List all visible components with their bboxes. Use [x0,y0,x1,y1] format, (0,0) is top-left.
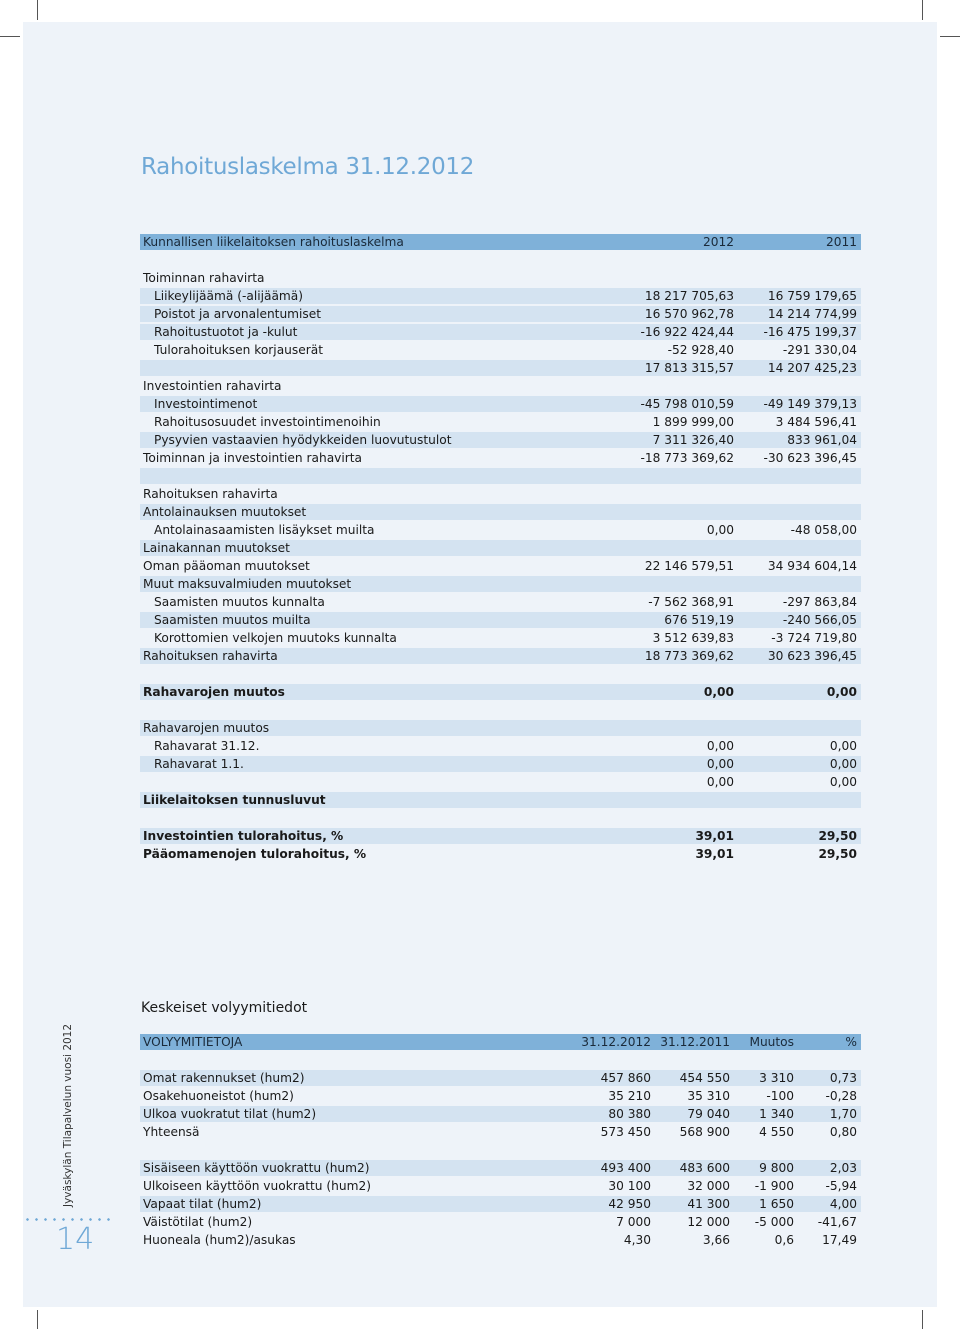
funding-row [140,288,861,304]
value-2011: 0,00 [829,757,857,771]
volume-row [140,1196,861,1212]
page-number: 14 [56,1222,95,1257]
row-label: Oman pääoman muutokset [143,559,310,573]
funding-row [140,396,861,412]
funding-row [140,774,861,790]
funding-row [140,468,861,484]
volume-row [140,1214,861,1230]
row-label: Toiminnan ja investointien rahavirta [143,451,363,465]
funding-row [140,594,861,610]
volume-header-col2: 31.12.2011 [660,1035,730,1049]
value-2011: 3,66 [702,1233,730,1247]
value-2011: 16 759 179,65 [767,289,857,303]
funding-row [140,540,861,556]
funding-row [140,378,861,394]
volume-section-title: Keskeiset volyymitiedot [141,1000,308,1016]
value-2012: 4,30 [623,1233,651,1247]
value-2011: 12 000 [687,1215,730,1229]
value-2012: 0,00 [706,523,734,537]
value-2012: 0,00 [703,685,734,699]
value-2011: 29,50 [818,829,857,843]
value-percent: 4,00 [829,1197,857,1211]
value-percent: -0,28 [825,1089,857,1103]
value-2012: 16 570 962,78 [644,307,734,321]
funding-row [140,720,861,736]
volume-row [140,1142,861,1158]
value-2012: 42 950 [608,1197,651,1211]
value-percent: 2,03 [829,1161,857,1175]
value-2012: 493 400 [600,1161,651,1175]
value-2011: 0,00 [829,775,857,789]
volume-row [140,1124,861,1140]
funding-row [140,576,861,592]
value-2012: 676 519,19 [664,613,734,627]
funding-row [140,810,861,826]
value-2012: -52 928,40 [667,343,734,357]
funding-row [140,450,861,466]
volume-header-col4: % [845,1035,857,1049]
row-label: Sisäiseen käyttöön vuokrattu (hum2) [143,1161,370,1175]
row-label: Muut maksuvalmiuden muutokset [143,577,352,591]
volume-row [140,1160,861,1176]
value-2011: 35 310 [687,1089,730,1103]
value-2012: -45 798 010,59 [640,397,734,411]
funding-row [140,612,861,628]
volume-header-col1: 31.12.2012 [581,1035,651,1049]
value-2012: 3 512 639,83 [652,631,734,645]
value-2011: -16 475 199,37 [763,325,857,339]
volume-table [140,1034,861,1250]
value-2012: 18 773 369,62 [644,649,734,663]
value-2012: 0,00 [706,739,734,753]
funding-row [140,270,861,286]
funding-row [140,666,861,682]
funding-row [140,306,861,322]
header-year-2012: 2012 [702,235,734,249]
value-change: 1 340 [759,1107,794,1121]
row-label: Saamisten muutos muilta [154,613,311,627]
page-title: Rahoituslaskelma 31.12.2012 [141,154,475,180]
value-change: 0,6 [774,1233,794,1247]
value-2012: -18 773 369,62 [640,451,734,465]
row-label: Lainakannan muutokset [143,541,290,555]
funding-row [140,702,861,718]
value-2012: 573 450 [600,1125,651,1139]
value-2011: -291 330,04 [782,343,857,357]
row-label: Liikelaitoksen tunnusluvut [143,793,326,807]
row-label: Investointien rahavirta [143,379,282,393]
row-label: Tulorahoituksen korjauserät [154,343,323,357]
row-label: Rahoitustuotot ja -kulut [154,325,298,339]
funding-row [140,324,861,340]
funding-row [140,756,861,772]
value-2011: -30 623 396,45 [763,451,857,465]
row-label: Ulkoa vuokratut tilat (hum2) [143,1107,317,1121]
funding-row [140,846,861,862]
value-2012: 0,00 [706,757,734,771]
value-percent: 0,80 [829,1125,857,1139]
value-change: -100 [766,1089,794,1103]
value-2011: 29,50 [818,847,857,861]
volume-row [140,1106,861,1122]
value-2011: 3 484 596,41 [775,415,857,429]
row-label: Rahavarat 1.1. [154,757,244,771]
row-label: Rahavarat 31.12. [154,739,260,753]
value-change: 3 310 [759,1071,794,1085]
header-year-2011: 2011 [825,235,857,249]
header-label: Kunnallisen liikelaitoksen rahoituslaskelma [143,235,404,249]
row-label: Rahoituksen rahavirta [143,487,278,501]
funding-row [140,360,861,376]
row-label: Yhteensä [143,1125,200,1139]
value-2011: -3 724 719,80 [771,631,857,645]
funding-row [140,738,861,754]
value-2011: -297 863,84 [782,595,857,609]
funding-table [140,234,861,864]
value-2011: -49 149 379,13 [763,397,857,411]
value-2012: 17 813 315,57 [644,361,734,375]
funding-row [140,504,861,520]
row-label: Väistötilat (hum2) [143,1215,253,1229]
value-2012: 0,00 [706,775,734,789]
value-2011: 14 214 774,99 [767,307,857,321]
funding-row [140,648,861,664]
value-2011: 833 961,04 [787,433,857,447]
row-label: Rahavarojen muutos [143,685,285,699]
value-2011: 483 600 [679,1161,730,1175]
value-change: -5 000 [754,1215,794,1229]
row-label: Rahoitusosuudet investointimenoihin [154,415,381,429]
row-label: Antolainauksen muutokset [143,505,307,519]
value-2012: 1 899 999,00 [652,415,734,429]
value-2012: 39,01 [695,847,734,861]
value-2012: 35 210 [608,1089,651,1103]
value-change: -1 900 [754,1179,794,1193]
row-label: Vapaat tilat (hum2) [143,1197,262,1211]
value-2011: 32 000 [687,1179,730,1193]
funding-row [140,630,861,646]
value-2012: 22 146 579,51 [644,559,734,573]
dotted-divider [23,1218,113,1221]
value-percent: 0,73 [829,1071,857,1085]
funding-row [140,828,861,844]
funding-row [140,792,861,808]
row-label: Investointien tulorahoitus, % [143,829,344,843]
row-label: Ulkoiseen käyttöön vuokrattu (hum2) [143,1179,371,1193]
value-change: 1 650 [759,1197,794,1211]
funding-row [140,684,861,700]
row-label: Saamisten muutos kunnalta [154,595,325,609]
value-2012: 30 100 [608,1179,651,1193]
row-label: Poistot ja arvonalentumiset [154,307,322,321]
row-label: Omat rakennukset (hum2) [143,1071,305,1085]
side-publication-text: Jyväskylän Tilapalvelun vuosi 2012 [62,1023,74,1207]
value-2011: 0,00 [826,685,857,699]
value-change: 4 550 [759,1125,794,1139]
row-label: Osakehuoneistot (hum2) [143,1089,294,1103]
row-label: Antolainasaamisten lisäykset muilta [154,523,375,537]
funding-row [140,558,861,574]
funding-row [140,432,861,448]
row-label: Rahavarojen muutos [143,721,270,735]
row-label: Investointimenot [154,397,258,411]
volume-header-col3: Muutos [749,1035,794,1049]
value-2011: 568 900 [679,1125,730,1139]
value-change: 9 800 [759,1161,794,1175]
row-label: Liikeylijäämä (-alijäämä) [154,289,304,303]
value-2012: 18 217 705,63 [644,289,734,303]
value-2011: 34 934 604,14 [767,559,857,573]
row-label: Korottomien velkojen muutoks kunnalta [154,631,397,645]
value-2012: 457 860 [600,1071,651,1085]
funding-row [140,342,861,358]
funding-table-header [140,234,861,250]
value-percent: 1,70 [829,1107,857,1121]
value-2011: 14 207 425,23 [767,361,857,375]
volume-table-header [140,1034,861,1050]
row-label: Rahoituksen rahavirta [143,649,278,663]
value-2011: 41 300 [687,1197,730,1211]
funding-row [140,522,861,538]
volume-header-label: VOLYYMITIETOJA [143,1035,243,1049]
volume-row [140,1232,861,1248]
value-2012: 7 000 [616,1215,651,1229]
value-2012: 39,01 [695,829,734,843]
value-2012: -16 922 424,44 [640,325,734,339]
value-2011: 79 040 [687,1107,730,1121]
value-2011: -240 566,05 [782,613,857,627]
row-label: Pysyvien vastaavien hyödykkeiden luovutustulot [154,433,452,447]
volume-row [140,1178,861,1194]
value-2012: 7 311 326,40 [652,433,734,447]
volume-row [140,1088,861,1104]
value-percent: -5,94 [825,1179,857,1193]
funding-row [140,486,861,502]
value-2011: 30 623 396,45 [767,649,857,663]
row-label: Huoneala (hum2)/asukas [143,1233,296,1247]
value-2011: 0,00 [829,739,857,753]
value-2011: -48 058,00 [790,523,857,537]
row-label: Pääomamenojen tulorahoitus, % [143,847,367,861]
value-2012: -7 562 368,91 [648,595,734,609]
volume-row [140,1052,861,1068]
volume-row [140,1070,861,1086]
row-label: Toiminnan rahavirta [143,271,265,285]
value-percent: 17,49 [822,1233,857,1247]
value-2012: 80 380 [608,1107,651,1121]
value-percent: -41,67 [817,1215,857,1229]
funding-row [140,414,861,430]
value-2011: 454 550 [679,1071,730,1085]
